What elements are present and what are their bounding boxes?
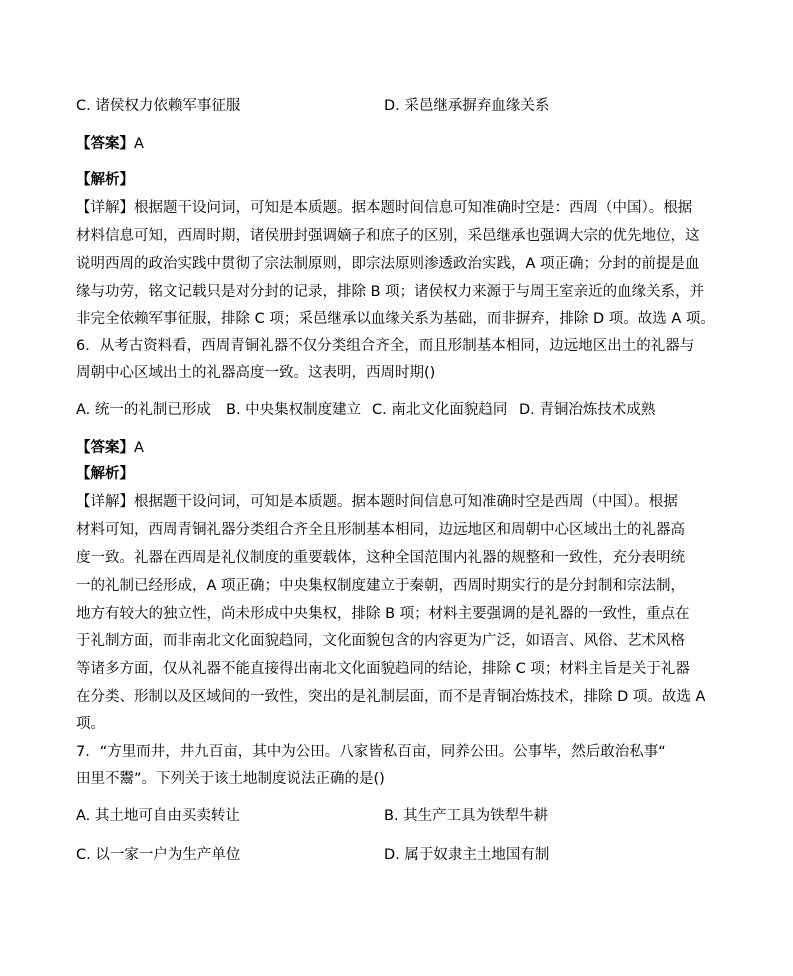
q5-detail-line: 缘与功劳，铭文记载只是对分封的记录，排除 B 项；诸侯权力来源于与周王室亲近的血缘关系，并	[76, 284, 705, 300]
q6-answer	[76, 438, 726, 458]
answer-label: 【答案】	[76, 440, 134, 456]
q5-answer	[76, 134, 726, 154]
q5-analysis-label: 【解析】	[76, 172, 134, 188]
q5-detail-line: 材料信息可知，西周时期，诸侯册封强调嫡子和庶子的区别，采邑继承也强调大宗的优先地位，这	[76, 228, 700, 244]
q6-option-a: A. 统一的礼制已形成	[76, 402, 211, 418]
q6-stem-line: 6．从考古资料看，西周青铜礼器不仅分类组合齐全，而且形制基本相同，边远地区出土的礼器与	[76, 338, 695, 354]
q5-detail-line: 【详解】根据题干设问词，可知是本质题。据本题时间信息可知准确时空是：西周（中国）。根据	[76, 200, 693, 216]
q5-option-c: C. 诸侯权力依赖军事征服	[76, 98, 241, 114]
q6-detail-line: 在分类、形制以及区域间的一致性，突出的是礼制层面，而不是青铜冶炼技术，排除 D 项。故选 A	[76, 689, 706, 705]
q5-option-d: D. 采邑继承摒弃血缘关系	[384, 98, 550, 114]
q6-option-b: B. 中央集权制度建立	[226, 402, 362, 418]
q5-detail-line: 非完全依赖军事征服，排除 C 项；采邑继承以血缘关系为基础，而非摒弃，排除 D 项。故选 A 项。	[76, 311, 715, 327]
q6-detail-line: 材料可知，西周青铜礼器分类组合齐全且形制基本相同，边远地区和周朝中心区域出土的礼器高	[76, 522, 685, 538]
q6-option-d: D. 青铜冶炼技术成熟	[519, 402, 656, 418]
q6-detail-line: 项。	[76, 716, 105, 732]
q7-option-a: A. 其土地可自由买卖转让	[76, 808, 240, 824]
q7-option-c: C. 以一家一户为生产单位	[76, 847, 241, 863]
q7-option-b: B. 其生产工具为铁犁牛耕	[384, 808, 549, 824]
q6-analysis-label: 【解析】	[76, 466, 134, 482]
q6-detail-line: 度一致。礼器在西周是礼仪制度的重要载体，这种全国范围内礼器的规整和一致性，充分表明统	[76, 550, 685, 566]
answer-value: A	[134, 136, 144, 152]
q6-option-c: C. 南北文化面貌趋同	[372, 402, 508, 418]
q6-detail-line: 于礼制方面，而非南北文化面貌趋同，文化面貌包含的内容更为广泛，如语言、风俗、艺术风格	[76, 633, 685, 649]
q6-stem-line: 周朝中心区域出土的礼器高度一致。这表明，西周时期()	[76, 365, 436, 381]
answer-value: A	[134, 440, 144, 456]
q6-detail-line: 地方有较大的独立性，尚未形成中央集权，排除 B 项；材料主要强调的是礼器的一致性，重点在	[76, 606, 690, 622]
q6-detail-line: 一的礼制已经形成，A 项正确；中央集权制度建立于秦朝，西周时期实行的是分封制和宗法制，	[76, 578, 686, 594]
q7-stem-line: 田里不鬻”。下列关于该土地制度说法正确的是()	[76, 771, 385, 787]
q7-option-d: D. 属于奴隶主土地国有制	[384, 847, 550, 863]
q7-stem-line: 7．“方里而井，井九百亩，其中为公田。八家皆私百亩，同养公田。公事毕，然后敢治私事“	[76, 744, 666, 760]
q6-detail-line: 【详解】根据题干设问词，可知是本质题。据本题时间信息可知准确时空是西周（中国）。根据	[76, 494, 678, 510]
q5-detail-line: 说明西周的政治实践中贯彻了宗法制原则，即宗法原则渗透政治实践，A 项正确；分封的前提是血	[76, 256, 700, 272]
q6-detail-line: 等诸多方面，仅从礼器不能直接得出南北文化面貌趋同的结论，排除 C 项；材料主旨是关于礼器	[76, 661, 690, 677]
answer-label: 【答案】	[76, 136, 134, 152]
